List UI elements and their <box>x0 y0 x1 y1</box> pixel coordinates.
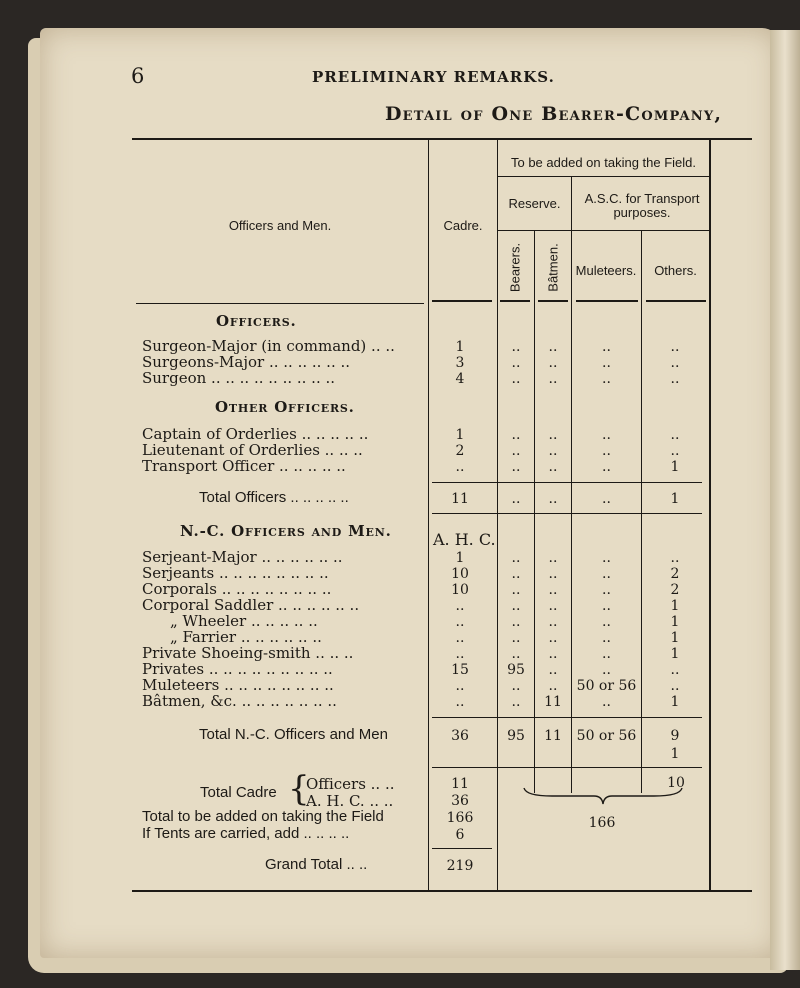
cell-others: 1 <box>670 598 680 614</box>
section-other-officers: Other Officers. <box>215 398 355 416</box>
total-cadre-label: Total Cadre <box>200 784 277 801</box>
header-bottom-rule <box>136 303 424 304</box>
cell-cadre: 1 <box>455 339 465 355</box>
section-officers: Officers. <box>216 312 297 330</box>
row-label: Serjeant-Major .. .. .. .. .. .. <box>142 548 343 566</box>
section-nco: N.-C. Officers and Men. <box>180 522 392 540</box>
cell-muleteers: .. <box>602 427 611 443</box>
row-label: Transport Officer .. .. .. .. .. <box>142 457 346 475</box>
cell-bearers: .. <box>511 678 521 694</box>
col-divider-muleteers-others <box>641 231 642 793</box>
cell-bearers: .. <box>511 443 521 459</box>
total-nco-rule <box>432 767 702 768</box>
header-officers-and-men: Officers and Men. <box>228 218 332 233</box>
row-label: Corporals .. .. .. .. .. .. .. .. <box>142 580 332 598</box>
cell-muleteers: .. <box>602 443 611 459</box>
header-to-be-added: To be added on taking the Field. <box>510 155 697 170</box>
col-divider-bearers-batmen <box>534 231 535 793</box>
cell-cadre: 1 <box>455 427 465 443</box>
cell-batmen: .. <box>548 630 558 646</box>
grand-total-value: 219 <box>446 858 474 874</box>
cell-bearers: .. <box>511 598 521 614</box>
total-cadre-ahc-value: 36 <box>451 793 469 809</box>
cell-batmen: .. <box>548 550 558 566</box>
row-label: Total Officers .. .. .. .. .. <box>199 489 349 506</box>
cell-bearers: .. <box>511 614 521 630</box>
cell-batmen: .. <box>548 662 558 678</box>
cell-cadre: 3 <box>455 355 465 371</box>
running-head: PRELIMINARY REMARKS. <box>312 68 555 86</box>
header-stub-rules <box>576 300 638 302</box>
cell-batmen: .. <box>548 427 558 443</box>
header-stub-rules <box>538 300 568 302</box>
cell-bearers: .. <box>511 371 521 387</box>
header-batmen: Bâtmen. <box>545 243 561 292</box>
cell-cadre: 15 <box>451 662 469 678</box>
cell-others: .. <box>670 355 680 371</box>
page-title: Detail of One Bearer-Company, <box>385 103 723 125</box>
total-added-label: Total to be added on taking the Field <box>142 808 384 825</box>
cell-others: .. <box>670 550 680 566</box>
cell-batmen: 11 <box>544 728 562 744</box>
cell-muleteers: .. <box>602 550 611 566</box>
header-stub-rules <box>500 300 530 302</box>
row-label: Total N.-C. Officers and Men <box>199 726 388 743</box>
row-label: Lieutenant of Orderlies .. .. .. <box>142 441 363 459</box>
cell-cadre: 4 <box>455 371 465 387</box>
cell-cadre: .. <box>455 459 465 475</box>
cell-others: 1 <box>670 491 680 507</box>
cell-bearers: .. <box>511 550 521 566</box>
cell-muleteers: .. <box>602 614 611 630</box>
cell-cadre: 36 <box>451 728 469 744</box>
cell-batmen: .. <box>548 566 558 582</box>
total-cadre-others-value: 10 <box>667 775 685 791</box>
row-label: „ Farrier .. .. .. .. .. .. <box>170 628 322 646</box>
header-reserve: Reserve. <box>508 196 561 211</box>
table-top-rule <box>132 138 752 140</box>
cell-others-second: 1 <box>670 746 680 762</box>
header-muleteers: Muleteers. <box>575 263 637 278</box>
header-others: Others. <box>654 263 697 278</box>
tents-label: If Tents are carried, add .. .. .. .. <box>142 825 350 842</box>
cell-others: 2 <box>670 566 680 582</box>
cell-cadre: 10 <box>451 582 469 598</box>
row-label: Surgeon .. .. .. .. .. .. .. .. .. <box>142 369 336 387</box>
cell-muleteers: .. <box>602 630 611 646</box>
cell-muleteers: .. <box>602 646 611 662</box>
col-divider-cadre <box>428 140 429 890</box>
cell-bearers: .. <box>511 427 521 443</box>
cell-muleteers: .. <box>602 339 611 355</box>
row-label: Surgeon-Major (in command) .. .. <box>142 337 395 355</box>
row-label: Captain of Orderlies .. .. .. .. .. <box>142 425 369 443</box>
cell-muleteers: .. <box>602 662 611 678</box>
cell-cadre: 11 <box>451 491 469 507</box>
cell-bearers: .. <box>511 566 521 582</box>
cell-batmen: .. <box>548 678 558 694</box>
cell-muleteers: .. <box>602 371 611 387</box>
added-total-brace <box>522 786 684 808</box>
cell-others: 2 <box>670 582 680 598</box>
cell-cadre: .. <box>455 614 465 630</box>
total-nco-rule <box>432 717 702 718</box>
cell-others: 9 <box>670 728 680 744</box>
cell-bearers: .. <box>511 630 521 646</box>
cell-bearers: .. <box>511 459 521 475</box>
cell-bearers: .. <box>511 491 521 507</box>
cell-batmen: .. <box>548 614 558 630</box>
cell-others: 1 <box>670 694 680 710</box>
cell-others: .. <box>670 443 680 459</box>
row-label: Serjeants .. .. .. .. .. .. .. .. <box>142 564 329 582</box>
cell-batmen: .. <box>548 443 558 459</box>
cell-batmen: .. <box>548 646 558 662</box>
cell-others: 1 <box>670 459 680 475</box>
total-officers-rule <box>432 482 702 483</box>
cell-bearers: .. <box>511 694 521 710</box>
cell-cadre: .. <box>455 694 465 710</box>
tents-value: 6 <box>455 827 465 843</box>
cell-others: .. <box>670 427 680 443</box>
cell-batmen: .. <box>548 598 558 614</box>
cell-cadre: .. <box>455 646 465 662</box>
cell-muleteers: .. <box>602 491 611 507</box>
sub-header-rule <box>497 230 709 231</box>
cell-others: .. <box>670 371 680 387</box>
row-label: Privates .. .. .. .. .. .. .. .. .. <box>142 660 333 678</box>
cell-batmen: .. <box>548 582 558 598</box>
cell-muleteers: .. <box>602 694 611 710</box>
total-cadre-brace: { <box>288 769 310 809</box>
cell-batmen: .. <box>548 491 558 507</box>
row-label: Corporal Saddler .. .. .. .. .. .. <box>142 596 360 614</box>
cell-others: 1 <box>670 646 680 662</box>
total-cadre-officers-value: 11 <box>451 776 469 792</box>
cell-muleteers: .. <box>602 566 611 582</box>
cell-batmen: .. <box>548 339 558 355</box>
cell-batmen: .. <box>548 355 558 371</box>
cell-muleteers: .. <box>602 582 611 598</box>
cell-others: .. <box>670 662 680 678</box>
cell-muleteers: .. <box>602 355 611 371</box>
header-cadre: Cadre. <box>443 218 483 233</box>
row-label: Muleteers .. .. .. .. .. .. .. .. <box>142 676 334 694</box>
cell-others: 1 <box>670 614 680 630</box>
row-label: Private Shoeing-smith .. .. .. <box>142 644 354 662</box>
cell-bearers: .. <box>511 339 521 355</box>
header-stub-rules <box>646 300 706 302</box>
row-label: Surgeons-Major .. .. .. .. .. .. <box>142 353 351 371</box>
table-bottom-rule <box>132 890 752 892</box>
row-label: Bâtmen, &c. .. .. .. .. .. .. .. <box>142 692 337 710</box>
grand-total-label: Grand Total .. .. <box>265 856 368 873</box>
total-officers-rule <box>432 513 702 514</box>
cell-bearers: 95 <box>507 662 525 678</box>
book-spine <box>770 30 800 970</box>
cell-bearers: .. <box>511 646 521 662</box>
cell-muleteers: 50 or 56 <box>576 678 637 694</box>
total-added-value: 166 <box>446 810 474 826</box>
cell-cadre: .. <box>455 678 465 694</box>
cell-others: .. <box>670 678 680 694</box>
header-asc: A.S.C. for Transport purposes. <box>584 191 700 220</box>
total-cadre-officers-label: Officers .. .. <box>306 775 395 793</box>
cell-cadre: 1 <box>455 550 465 566</box>
cell-bearers: .. <box>511 582 521 598</box>
cell-cadre: .. <box>455 598 465 614</box>
cell-cadre: .. <box>455 630 465 646</box>
cell-cadre: 2 <box>455 443 465 459</box>
header-stub-rules <box>432 300 492 302</box>
col-divider-added <box>497 140 498 890</box>
ahc-label: A. H. C. <box>433 530 496 549</box>
page-number: 6 <box>131 64 145 88</box>
cell-muleteers: 50 or 56 <box>576 728 637 744</box>
added-total-brace-value: 166 <box>588 815 616 831</box>
cell-others: .. <box>670 339 680 355</box>
cell-muleteers: .. <box>602 598 611 614</box>
cell-cadre: 10 <box>451 566 469 582</box>
total-cadre-ahc-label: A. H. C. .. .. <box>306 792 394 810</box>
cell-batmen: .. <box>548 371 558 387</box>
cell-bearers: .. <box>511 355 521 371</box>
cell-others: 1 <box>670 630 680 646</box>
cell-batmen: 11 <box>544 694 562 710</box>
row-label: „ Wheeler .. .. .. .. .. <box>170 612 318 630</box>
cell-bearers: 95 <box>507 728 525 744</box>
added-header-rule <box>497 176 709 177</box>
right-border <box>709 140 711 890</box>
cell-muleteers: .. <box>602 459 611 475</box>
cell-batmen: .. <box>548 459 558 475</box>
header-bearers: Bearers. <box>507 242 523 293</box>
grand-total-rule <box>432 848 492 849</box>
